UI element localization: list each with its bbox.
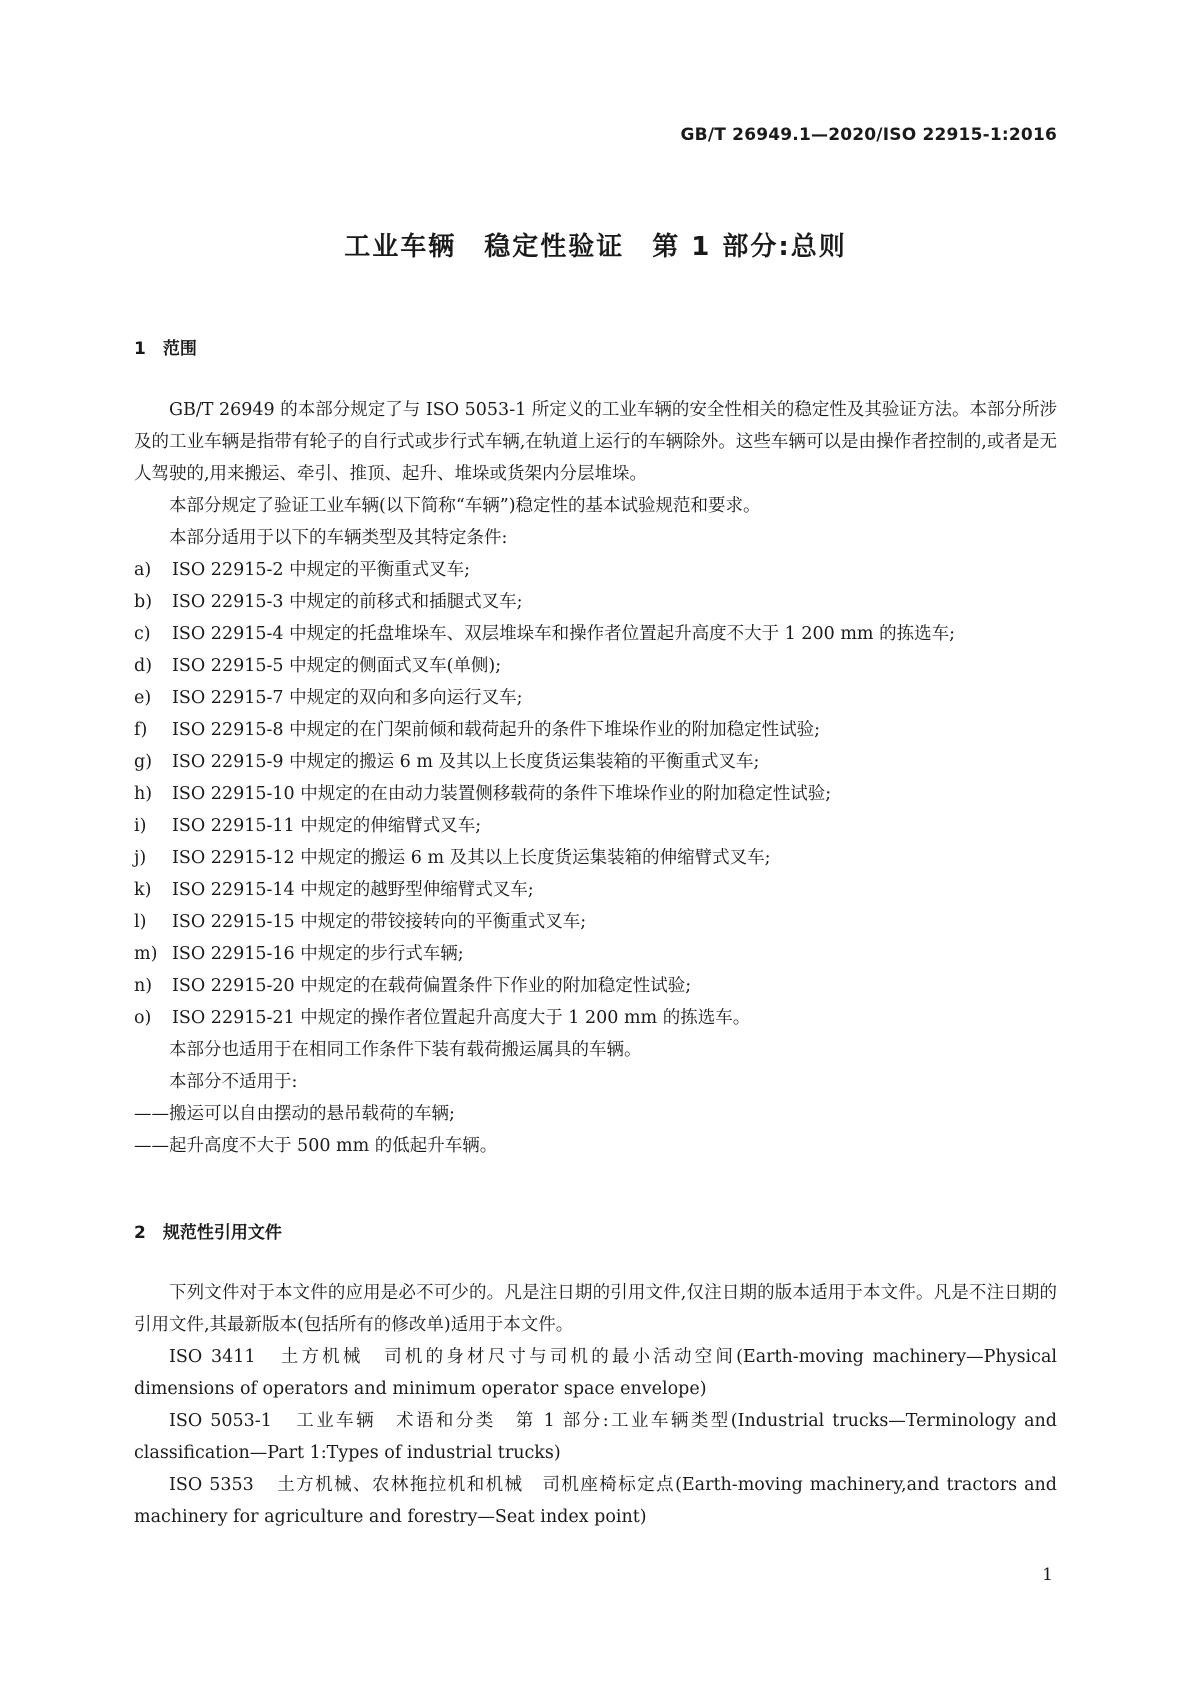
list-item [134, 874, 1057, 906]
document-title: 工业车辆 稳定性验证 第 1 部分:总则 [344, 232, 847, 262]
section-1-heading: 1 范围 [134, 339, 197, 359]
list-item-mark: k) [134, 880, 152, 900]
list-item [134, 554, 1057, 586]
reference-text: 工业车辆 术语和分类 第 1 部分:工业车辆类型(Industrial trucks—Terminology and classification—Part 1:Types of industrial trucks) [134, 1411, 1057, 1463]
list-item [134, 810, 1057, 842]
reference-entry [134, 1405, 1057, 1469]
list-item-text: ISO 22915-11 中规定的伸缩臂式叉车; [172, 816, 482, 836]
list-item-text: ISO 22915-21 中规定的操作者位置起升高度大于 1 200 mm 的拣选车。 [172, 1008, 751, 1028]
list-item [134, 746, 1057, 778]
scope-paragraph: 本部分规定了验证工业车辆(以下简称“车辆”)稳定性的基本试验规范和要求。 [169, 496, 761, 516]
list-item [134, 970, 1057, 1002]
reference-text: 土方机械、农林拖拉机和机械 司机座椅标定点(Earth-moving machinery,and tractors and machinery for agriculture and forestry—Seat index point) [134, 1475, 1057, 1527]
reference-code: ISO 5353 [169, 1475, 254, 1495]
list-item-mark: b) [134, 592, 153, 612]
list-item [134, 650, 1057, 682]
list-item [134, 938, 1057, 970]
list-item-mark: d) [134, 656, 153, 676]
list-item-text: ISO 22915-5 中规定的侧面式叉车(单侧); [172, 656, 502, 676]
list-item-mark: o) [134, 1008, 152, 1028]
list-item-text: ISO 22915-14 中规定的越野型伸缩臂式叉车; [172, 880, 534, 900]
list-item-text: ISO 22915-4 中规定的托盘堆垛车、双层堆垛车和操作者位置起升高度不大于 1 200 mm 的拣选车; [172, 624, 955, 644]
list-item-text: ISO 22915-3 中规定的前移式和插腿式叉车; [172, 592, 523, 612]
scope-paragraph: 本部分适用于以下的车辆类型及其特定条件: [169, 528, 508, 548]
reference-code: ISO 3411 [169, 1347, 256, 1367]
list-item [134, 682, 1057, 714]
list-item [134, 778, 1057, 810]
list-item [134, 714, 1057, 746]
list-item [134, 1002, 1057, 1034]
references-intro: 下列文件对于本文件的应用是必不可少的。凡是注日期的引用文件,仅注日期的版本适用于本文件。凡是不注日期的引用文件,其最新版本(包括所有的修改单)适用于本文件。 [134, 1283, 1057, 1335]
list-item-text: ISO 22915-12 中规定的搬运 6 m 及其以上长度货运集装箱的伸缩臂式叉车; [172, 848, 771, 868]
list-item-text: ISO 22915-15 中规定的带铰接转向的平衡重式叉车; [172, 912, 587, 932]
list-item [134, 906, 1057, 938]
list-item-mark: n) [134, 976, 153, 996]
section-2-body [134, 1277, 1057, 1533]
scope-paragraph: 本部分不适用于: [169, 1072, 298, 1092]
list-item-mark: a) [134, 560, 152, 580]
list-item [134, 842, 1057, 874]
list-item-mark: e) [134, 688, 152, 708]
scope-paragraph: GB/T 26949 的本部分规定了与 ISO 5053-1 所定义的工业车辆的安全性相关的稳定性及其验证方法。本部分所涉及的工业车辆是指带有轮子的自行式或步行式车辆,在轨道上运行的车辆除外。这些车辆可以是由操作者控制的,或者是无人驾驶的,用来搬运、牵引、推顶、起升、堆垛或货架内分层堆垛。 [134, 400, 1057, 484]
exclusion-item: ——搬运可以自由摆动的悬吊载荷的车辆; [134, 1104, 455, 1124]
list-item-text: ISO 22915-16 中规定的步行式车辆; [172, 944, 464, 964]
standard-code: GB/T 26949.1—2020/ISO 22915-1:2016 [680, 125, 1057, 145]
list-item-mark: m) [134, 944, 158, 964]
list-item [134, 586, 1057, 618]
list-item-text: ISO 22915-10 中规定的在由动力装置侧移载荷的条件下堆垛作业的附加稳定性试验; [172, 784, 832, 804]
reference-code: ISO 5053-1 [169, 1411, 272, 1431]
list-item-text: ISO 22915-9 中规定的搬运 6 m 及其以上长度货运集装箱的平衡重式叉车; [172, 752, 760, 772]
list-item-text: ISO 22915-8 中规定的在门架前倾和载荷起升的条件下堆垛作业的附加稳定性试验; [172, 720, 820, 740]
list-item-mark: i) [134, 816, 147, 836]
reference-entry [134, 1341, 1057, 1405]
list-item-text: ISO 22915-7 中规定的双向和多向运行叉车; [172, 688, 523, 708]
list-item-mark: j) [134, 848, 147, 868]
list-item-mark: c) [134, 624, 151, 644]
section-2-heading: 2 规范性引用文件 [134, 1223, 282, 1243]
exclusion-item: ——起升高度不大于 500 mm 的低起升车辆。 [134, 1136, 498, 1156]
reference-entry [134, 1469, 1057, 1533]
list-item-mark: h) [134, 784, 153, 804]
list-item [134, 618, 1057, 650]
list-item-mark: l) [134, 912, 147, 932]
reference-text: 土方机械 司机的身材尺寸与司机的最小活动空间(Earth-moving machinery—Physical dimensions of operators and minimum operator space envelope) [134, 1347, 1057, 1399]
page-number: 1 [1042, 1565, 1053, 1585]
list-item-mark: g) [134, 752, 153, 772]
section-1-body [134, 394, 1057, 1162]
list-item-text: ISO 22915-20 中规定的在载荷偏置条件下作业的附加稳定性试验; [172, 976, 692, 996]
list-item-mark: f) [134, 720, 148, 740]
list-item-text: ISO 22915-2 中规定的平衡重式叉车; [172, 560, 470, 580]
scope-paragraph: 本部分也适用于在相同工作条件下装有载荷搬运属具的车辆。 [169, 1040, 642, 1060]
